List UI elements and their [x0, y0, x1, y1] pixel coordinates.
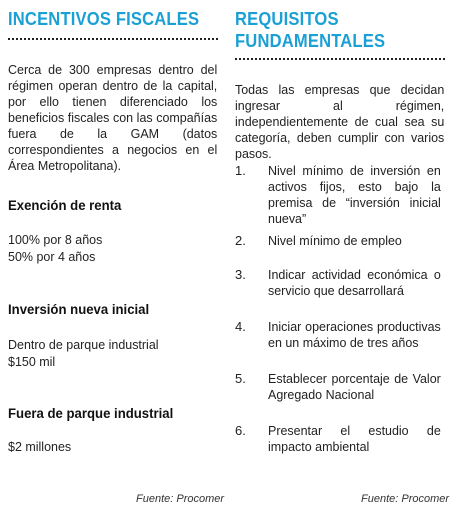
requirement-text: Iniciar operaciones productivas en un máximo de tres años — [268, 319, 441, 350]
requirement-number: 3. — [235, 267, 246, 282]
section-title-inversion: Inversión nueva inicial — [8, 301, 150, 317]
requirement-number: 6. — [235, 423, 246, 438]
requirement-text: Presentar el estudio de impacto ambiental — [268, 423, 441, 454]
heading-dotted-rule — [235, 58, 445, 60]
requirement-text: Indicar actividad económica o servicio que desarrollará — [268, 267, 441, 298]
section-line: Dentro de parque industrial — [8, 337, 159, 352]
source-note: Fuente: Procomer — [361, 493, 450, 505]
section-line: 50% por 4 años — [8, 249, 96, 264]
requirement-number: 5. — [235, 371, 246, 386]
requirement-text: Establecer porcentaje de Valor Agregado Nacional — [268, 371, 441, 402]
incentivos-heading: INCENTIVOS FISCALES — [8, 9, 200, 29]
requirement-text: Nivel mínimo de inversión en activos fijos, esto bajo la premisa de “inversión inicial nueva” — [268, 163, 441, 226]
section-title-fuera: Fuera de parque industrial — [8, 405, 174, 421]
requisitos-intro: Todas las empresas que decidan ingresar al régimen, independientemente de cual sea su categoría, deben cumplir con varios pasos. — [235, 82, 445, 161]
requisitos-heading-line1: REQUISITOS — [235, 9, 339, 29]
section-line: $2 millones — [8, 439, 72, 454]
section-line: 100% por 8 años — [8, 232, 103, 247]
requisitos-heading-line2: FUNDAMENTALES — [235, 31, 386, 51]
heading-dotted-rule — [8, 38, 218, 40]
section-title-exencion: Exención de renta — [8, 197, 122, 213]
requirement-number: 2. — [235, 233, 246, 248]
requirement-number: 1. — [235, 163, 246, 178]
incentivos-intro: Cerca de 300 empresas dentro del régimen operan dentro de la capital, por ello tienen diferenciado los beneficios fiscales con las compañías fuera de la GAM (datos correspondientes a negocios en el Área Metropolitana). — [8, 62, 218, 173]
section-line: $150 mil — [8, 354, 56, 369]
requisitos-heading — [235, 8, 385, 52]
requirement-number: 4. — [235, 319, 246, 334]
source-note: Fuente: Procomer — [136, 493, 225, 505]
requirement-text: Nivel mínimo de empleo — [268, 233, 402, 248]
